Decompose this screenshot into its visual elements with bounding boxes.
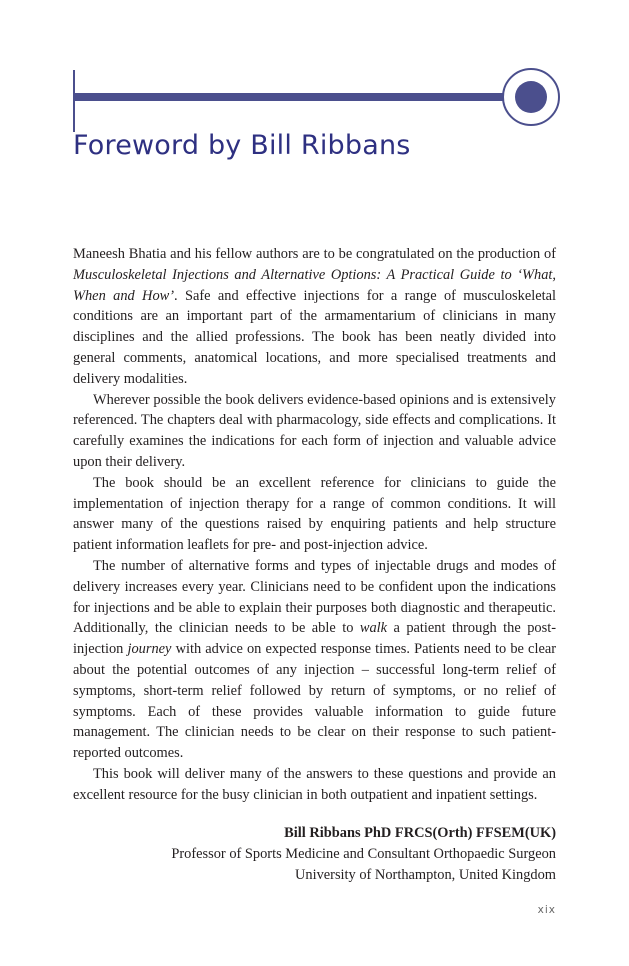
- emphasis-journey: journey: [127, 641, 172, 658]
- signature-role: Professor of Sports Medicine and Consultant Orthopaedic Surgeon: [171, 845, 556, 862]
- header-vertical-rule: [73, 70, 75, 132]
- paragraph-1-text-a: Maneesh Bhatia and his fellow authors are to be congratulated on the production of: [73, 246, 556, 262]
- paragraph-4-text-b: a patient through the post-injection: [73, 620, 556, 658]
- foreword-body: [73, 244, 556, 806]
- paragraph-4-text-a: The number of alternative forms and types of injectable drugs and modes of delivery increases every year. Clinicians need to be confident upon the indications for injections and be able to explain their purposes both diagnostic and therapeutic. Additionally, the clinician needs to be able to: [73, 557, 556, 637]
- page-title: Foreword by Bill Ribbans: [73, 130, 411, 161]
- paragraph-1: [73, 244, 556, 390]
- header-circle-dot-icon: [515, 81, 547, 113]
- paragraph-4: [73, 556, 556, 764]
- signature-block: [73, 823, 556, 885]
- page-number: xix: [537, 904, 556, 916]
- book-title: Musculoskeletal Injections and Alternative Options: A Practical Guide to ‘What, When and How’: [73, 266, 556, 304]
- paragraph-3: The book should be an excellent reference for clinicians to guide the implementation of injection therapy for a range of common conditions. It will answer many of the questions raised by enquiring patients and help structure patient information leaflets for pre- and post-injection advice.: [73, 474, 556, 554]
- paragraph-5: This book will deliver many of the answers to these questions and provide an excellent resource for the busy clinician in both outpatient and inpatient settings.: [73, 765, 556, 803]
- paragraph-2: Wherever possible the book delivers evidence-based opinions and is extensively referenced. The chapters deal with pharmacology, side effects and complications. It carefully examines the indications for each form of injection and valuable advice upon their delivery.: [73, 391, 556, 470]
- paragraph-4-text-c: with advice on expected response times. Patients need to be clear about the potential outcomes of any injection – successful long-term relief of symptoms, short-term relief followed by return of symptoms, or no relief of symptoms. Each of these provides valuable information to guide future management. The clinician needs to be clear on their response to such patient-reported outcomes.: [73, 641, 557, 762]
- header-horizontal-rule: [75, 93, 513, 101]
- header-circle-ornament-icon: [502, 68, 560, 126]
- signature-affiliation: University of Northampton, United Kingdom: [295, 866, 556, 883]
- emphasis-walk: walk: [359, 620, 388, 637]
- signature-name: Bill Ribbans PhD FRCS(Orth) FFSEM(UK): [284, 825, 556, 841]
- paragraph-1-text-b: . Safe and effective injections for a range of musculoskeletal conditions are an important part of the armamentarium of clinicians in many disciplines and the allied professions. The book has been neatly divided into general comments, anatomical locations, and more specialised treatments and delivery modalities.: [73, 287, 557, 387]
